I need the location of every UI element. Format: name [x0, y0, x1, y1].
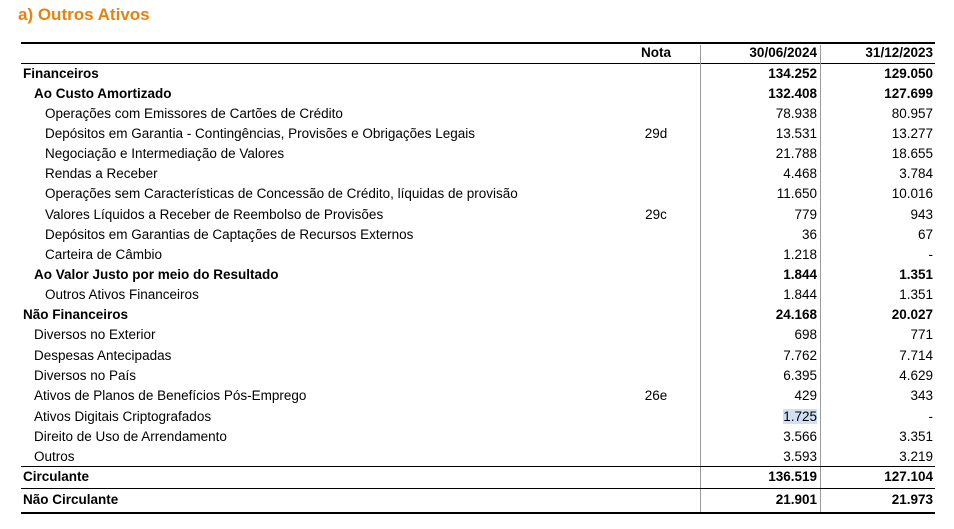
row-label: Carteira de Câmbio — [45, 247, 163, 262]
row-value-2024: 1.218 — [783, 247, 817, 262]
table-row — [21, 467, 935, 487]
table-row — [21, 84, 935, 104]
row-value-2024: 4.468 — [783, 166, 817, 181]
row-value-2023: 4.629 — [899, 368, 933, 383]
row-label: Despesas Antecipadas — [34, 348, 172, 363]
row-value-2023: 343 — [910, 388, 933, 403]
row-label: Financeiros — [23, 66, 99, 81]
table-row — [21, 305, 935, 325]
total-rule — [21, 488, 935, 489]
row-label: Depósitos em Garantia - Contingências, Provisões e Obrigações Legais — [45, 126, 475, 141]
row-label: Rendas a Receber — [45, 166, 158, 181]
row-value-2023: 7.714 — [899, 348, 933, 363]
table-row — [21, 164, 935, 184]
table-row — [21, 104, 935, 124]
row-value-2023: 13.277 — [891, 126, 933, 141]
row-label: Direito de Uso de Arrendamento — [34, 429, 227, 444]
row-value-2023: 20.027 — [891, 307, 933, 322]
table-row — [21, 144, 935, 164]
section-title: a) Outros Ativos — [18, 5, 150, 24]
row-value-2023: - — [928, 409, 933, 424]
row-nota: 29c — [645, 207, 667, 222]
row-label: Ativos Digitais Criptografados — [34, 409, 212, 424]
table-row — [21, 124, 935, 144]
row-value-2023: 129.050 — [884, 66, 933, 81]
table-row — [21, 184, 935, 204]
row-label: Valores Líquidos a Receber de Reembolso de Provisões — [45, 207, 384, 222]
table-row — [21, 407, 935, 427]
row-label: Não Circulante — [23, 492, 119, 507]
row-label: Ao Valor Justo por meio do Resultado — [34, 267, 279, 282]
row-value-2024: 134.252 — [768, 66, 817, 81]
row-value-2023: 10.016 — [891, 186, 933, 201]
row-label: Diversos no Exterior — [34, 327, 156, 342]
row-value-2023: 67 — [917, 227, 933, 242]
row-value-2023: 943 — [910, 207, 933, 222]
row-value-2024: 698 — [794, 327, 817, 342]
row-value-2024[interactable]: 1.725 — [783, 409, 817, 424]
row-nota: 29d — [644, 126, 668, 141]
row-label: Operações com Emissores de Cartões de Crédito — [45, 106, 343, 121]
row-value-2024: 6.395 — [783, 368, 817, 383]
table-row — [21, 427, 935, 447]
header-nota: Nota — [641, 45, 671, 60]
row-value-2023: 1.351 — [899, 267, 933, 282]
table-bottom-rule — [21, 512, 935, 514]
table-row — [21, 64, 935, 84]
row-value-2023: 18.655 — [891, 146, 933, 161]
row-value-2024: 21.788 — [775, 146, 817, 161]
row-value-2024: 24.168 — [775, 307, 817, 322]
row-value-2024: 779 — [794, 207, 817, 222]
row-value-2024: 1.844 — [783, 287, 817, 302]
table-row — [21, 490, 935, 510]
row-label: Depósitos em Garantias de Captações de Recursos Externos — [45, 227, 414, 242]
table-row — [21, 325, 935, 345]
row-value-2023: - — [928, 247, 933, 262]
row-value-2024: 3.566 — [783, 429, 817, 444]
table-row — [21, 225, 935, 245]
row-value-2023: 3.219 — [899, 449, 933, 464]
table-row — [21, 245, 935, 265]
row-label: Outros Ativos Financeiros — [45, 287, 199, 302]
row-value-2023: 1.351 — [899, 287, 933, 302]
table-row — [21, 386, 935, 406]
row-value-2024: 36 — [801, 227, 817, 242]
row-label: Ao Custo Amortizado — [34, 86, 172, 101]
table-row — [21, 265, 935, 285]
row-value-2024: 136.519 — [768, 469, 817, 484]
row-value-2024: 78.938 — [775, 106, 817, 121]
row-value-2024: 429 — [794, 388, 817, 403]
table-row — [21, 366, 935, 386]
row-value-2024: 7.762 — [783, 348, 817, 363]
table-header — [21, 45, 935, 63]
row-label: Diversos no País — [34, 368, 137, 383]
row-label: Operações sem Características de Concessão de Crédito, líquidas de provisão — [45, 186, 518, 201]
table-row — [21, 346, 935, 366]
row-value-2024: 1.844 — [783, 267, 817, 282]
row-value-2024: 13.531 — [775, 126, 817, 141]
row-label: Não Financeiros — [23, 307, 129, 322]
row-value-2023: 127.104 — [884, 469, 933, 484]
row-value-2024: 132.408 — [768, 86, 817, 101]
row-value-2023: 3.784 — [899, 166, 933, 181]
row-label: Circulante — [23, 469, 90, 484]
row-nota: 26e — [644, 388, 668, 403]
row-value-2023: 21.973 — [891, 492, 933, 507]
row-label: Ativos de Planos de Benefícios Pós-Emprego — [34, 388, 307, 403]
row-label: Outros — [34, 449, 75, 464]
row-value-2023: 80.957 — [891, 106, 933, 121]
table-top-rule — [21, 42, 935, 44]
row-value-2023: 771 — [910, 327, 933, 342]
header-col-2024: 30/06/2024 — [749, 45, 817, 60]
table-row — [21, 205, 935, 225]
row-value-2024: 21.901 — [775, 492, 817, 507]
row-value-2023: 3.351 — [899, 429, 933, 444]
table-row — [21, 285, 935, 305]
row-value-2023: 127.699 — [884, 86, 933, 101]
header-col-2023: 31/12/2023 — [865, 45, 933, 60]
row-label: Negociação e Intermediação de Valores — [45, 146, 285, 161]
row-value-2024: 3.593 — [783, 449, 817, 464]
table-row — [21, 447, 935, 467]
row-value-2024: 11.650 — [776, 186, 817, 201]
